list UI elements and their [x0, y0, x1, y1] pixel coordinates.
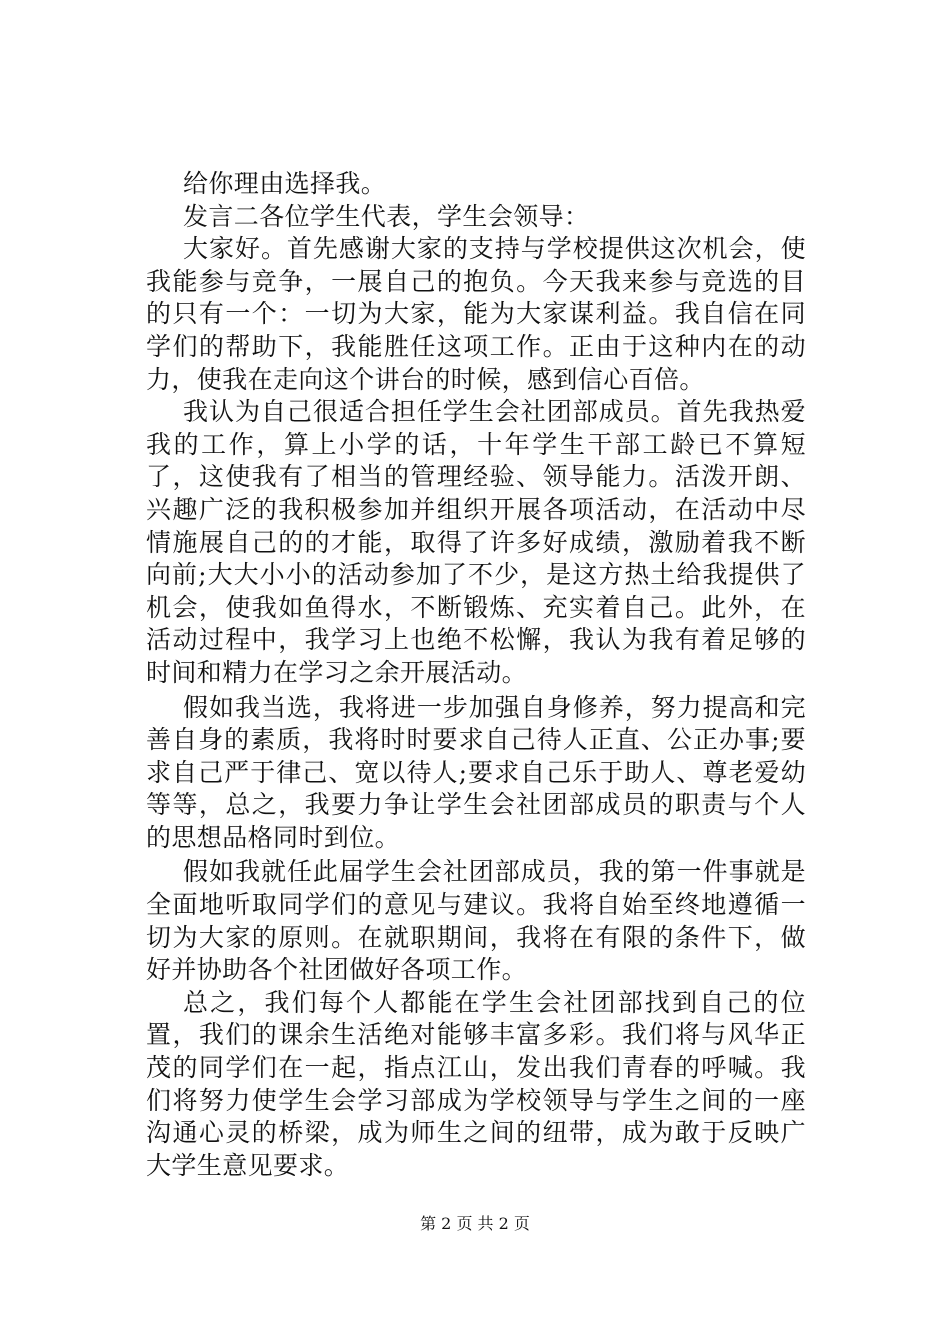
- paragraph: 假如我当选，我将进一步加强自身修养，努力提高和完善自身的素质，我将时时要求自己待人正直、公正办事;要求自己严于律己、宽以待人;要求自己乐于助人、尊老爱幼等等，总之，我要力争让学生会社团部成员的职责与个人的思想品格同时到位。: [146, 692, 806, 852]
- document-body: [146, 168, 806, 1182]
- paragraph: 我认为自己很适合担任学生会社团部成员。首先我热爱我的工作，算上小学的话，十年学生干部工龄已不算短了，这使我有了相当的管理经验、领导能力。活泼开朗、兴趣广泛的我积极参加并组织开展各项活动，在活动中尽情施展自己的的才能，取得了许多好成绩，激励着我不断向前;大大小小的活动参加了不少，是这方热土给我提供了机会，使我如鱼得水，不断锻炼、充实着自己。此外，在活动过程中，我学习上也绝不松懈，我认为我有着足够的时间和精力在学习之余开展活动。: [146, 397, 806, 687]
- paragraph: 给你理由选择我。: [183, 169, 387, 198]
- paragraph: 总之，我们每个人都能在学生会社团部找到自己的位置，我们的课余生活绝对能够丰富多彩。我们将与风华正茂的同学们在一起，指点江山，发出我们青春的呼喊。我们将努力使学生会学习部成为学校领导与学生之间的一座沟通心灵的桥梁，成为师生之间的纽带，成为敢于反映广大学生意见要求。: [146, 987, 806, 1180]
- paragraph: 发言二各位学生代表，学生会领导：: [183, 201, 590, 231]
- page-number-footer: 第 2 页 共 2 页: [420, 1214, 530, 1233]
- paragraph: 大家好。首先感谢大家的支持与学校提供这次机会，使我能参与竞争，一展自己的抱负。今天我来参与竞选的目的只有一个：一切为大家，能为大家谋利益。我自信在同学们的帮助下，我能胜任这项工作。正由于这种内在的动力，使我在走向这个讲台的时候，感到信心百倍。: [146, 234, 806, 394]
- paragraph: 假如我就任此届学生会社团部成员，我的第一件事就是全面地听取同学们的意见与建议。我将自始至终地遵循一切为大家的原则。在就职期间，我将在有限的条件下，做好并协助各个社团做好各项工作。: [146, 857, 806, 985]
